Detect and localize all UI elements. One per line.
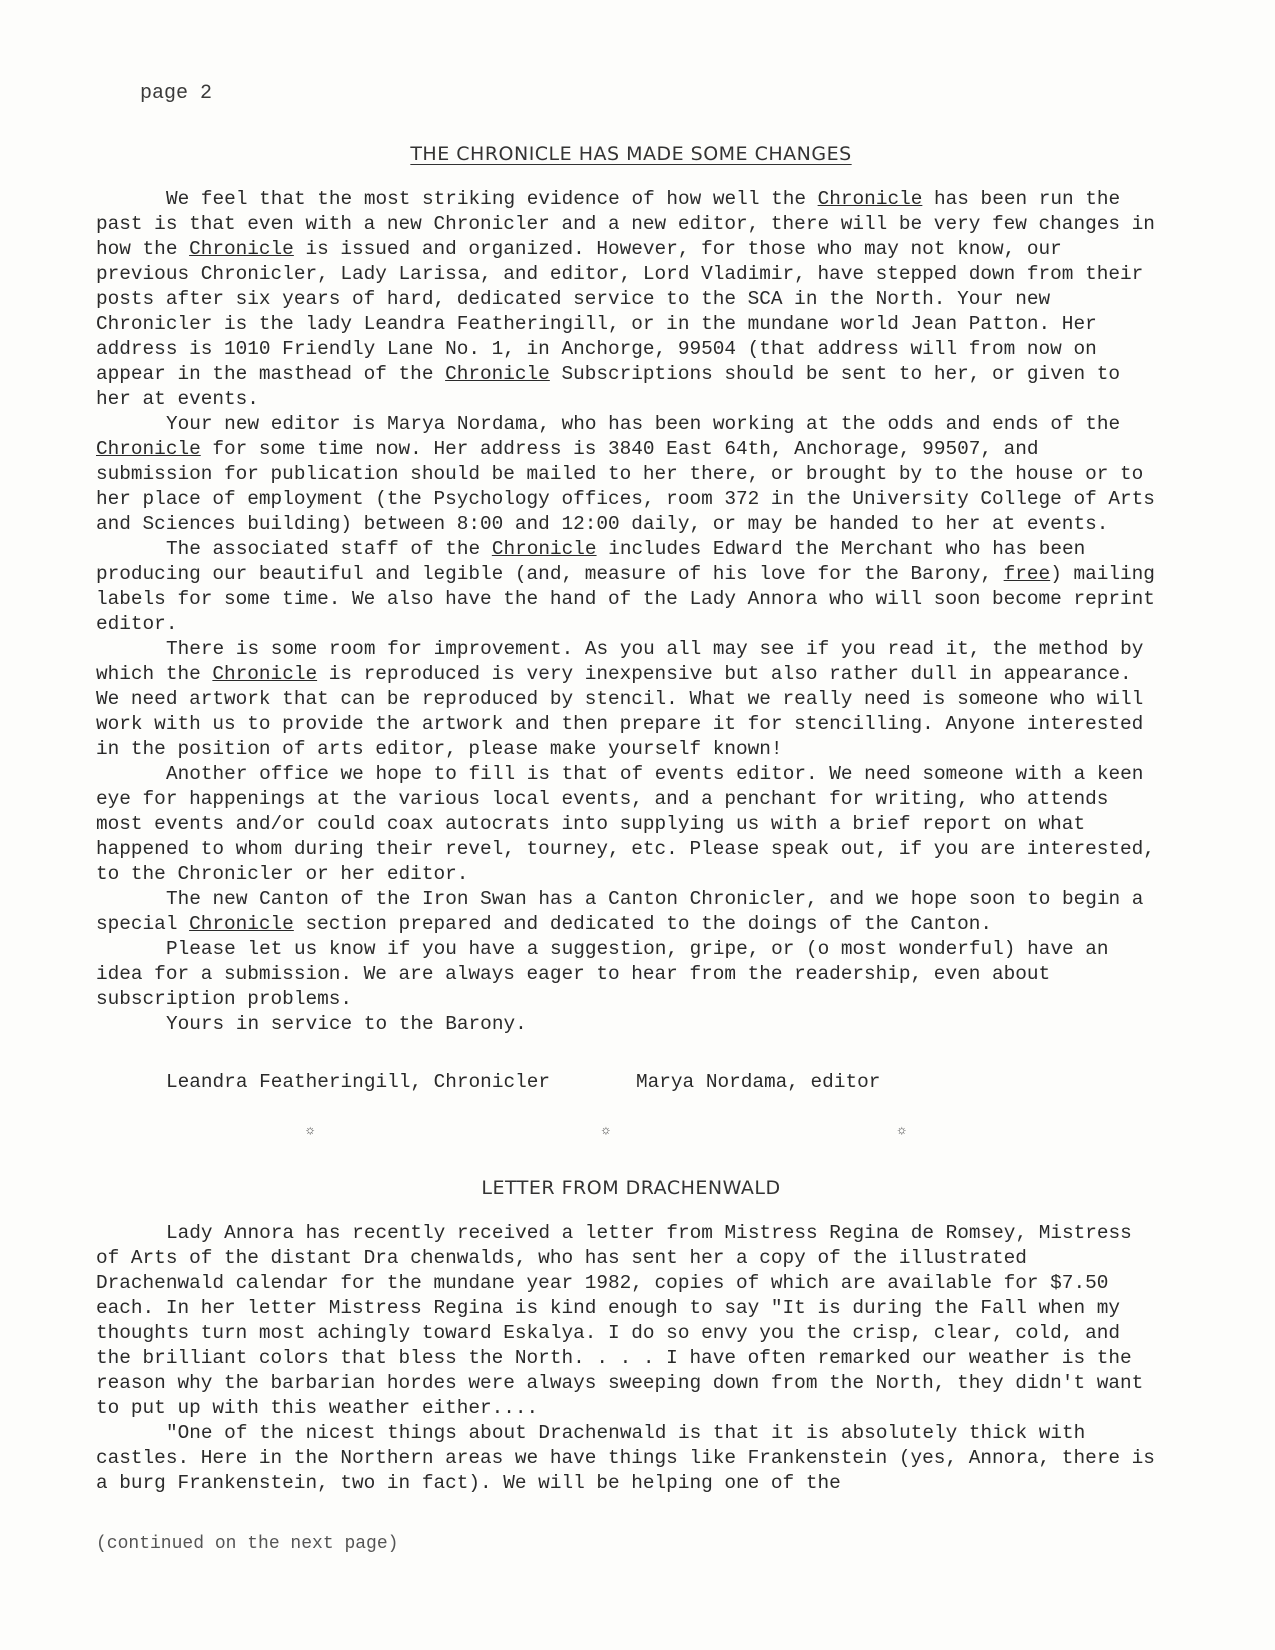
underlined-term: Chronicle — [491, 538, 597, 560]
paragraph-text: is issued and organized. However, for those who may not know, our previous Chronicler, Lady Larissa, and editor, Lord Vladimir, have stepped down from their posts after six years of hard, dedicated service to the SCA in the North. Your new Chronicler is the lady Leandra Featheringill, or in the mundane world Jean Patton. Her address is 1010 Friendly Lane No. 1, in Anchorge, 99504 (that address will from now on appear in the masthead of the — [96, 238, 1144, 385]
page-number: page 2 — [140, 82, 213, 105]
paragraph-text: ) mailing labels for some time. We also have the hand of the Lady Annora who will soon become reprint editor. — [96, 563, 1155, 635]
signature-chronicler: Leandra Featheringill, Chronicler — [166, 1071, 550, 1093]
paragraph — [96, 412, 1166, 537]
separator-ornament: ☼ — [897, 1123, 906, 1139]
paragraph-text: The new Canton of the Iron Swan has a Canton Chronicler, and we hope soon to begin a special — [96, 888, 1144, 935]
underlined-term: Chronicle — [212, 663, 318, 685]
paragraph-text: Lady Annora has recently received a letter from Mistress Regina de Romsey, Mistress of Arts of the distant Dra chenwalds, who has sent her a copy of the illustrated Drachenwald calendar for the mundane year 1982, copies of which are available for $7.50 each. In her letter Mistress Regina is kind enough to say "It is during the Fall when my thoughts turn most achingly toward Eskalya. I do so envy you the crisp, clear, cold, and the brilliant colors that bless the North. . . . I have often remarked our weather is the reason why the barbarian hordes were always sweeping down from the North, they didn't want to put up with this weather either.... — [96, 1222, 1144, 1419]
article-title-text: THE CHRONICLE HAS MADE SOME CHANGES — [410, 143, 852, 165]
paragraph-text: There is some room for improvement. As you all may see if you read it, the method by which the — [96, 638, 1144, 685]
paragraph — [96, 637, 1166, 762]
paragraph-text: Subscriptions should be sent to her, or given to her at events. — [96, 363, 1121, 410]
paragraph-text: Another office we hope to fill is that of events editor. We need someone with a keen eye for happenings at the various local events, and a penchant for writing, who attends most events and/or could coax autocrats into supplying us with a brief report on what happened to whom during their revel, tourney, etc. Please speak out, if you are interested, to the Chronicler or her editor. — [96, 763, 1155, 885]
paragraph-text: Please let us know if you have a suggestion, gripe, or (o most wonderful) have an idea for a submission. We are always eager to hear from the readership, even about subscription problems. — [96, 938, 1109, 1010]
paragraph — [96, 537, 1166, 637]
paragraph — [96, 1012, 1166, 1037]
paragraph — [96, 187, 1166, 412]
paragraph-text: Yours in service to the Barony. — [166, 1013, 527, 1035]
underlined-term: Chronicle — [96, 438, 201, 460]
underlined-term: Chronicle — [189, 238, 294, 260]
article-title-chronicle-changes — [96, 143, 1166, 165]
signature-block — [166, 1071, 1166, 1093]
paragraph-text: for some time now. Her address is 3840 East 64th, Anchorage, 99507, and submission for publication should be mailed to her there, or brought by to the house or to her place of employment (the Psychology offices, room 372 in the University College of Arts and Sciences building) between 8:00 and 12:00 daily, or may be handed to her at events. — [96, 438, 1155, 535]
section-separator — [306, 1123, 906, 1139]
paragraph-text: includes Edward the Merchant who has been producing our beautiful and legible (and, measure of his love for the Barony, — [96, 538, 1086, 585]
article-body-letter-drachenwald — [96, 1221, 1166, 1496]
paragraph — [96, 762, 1166, 887]
paragraph — [96, 887, 1166, 937]
paragraph — [96, 1221, 1166, 1421]
separator-ornament: ☼ — [601, 1123, 611, 1139]
paragraph-text: is reproduced is very inexpensive but also rather dull in appearance. We need artwork that can be reproduced by stencil. What we really need is someone who will work with us to provide the artwork and then prepare it for stencilling. Anyone interested in the position of arts editor, please make yourself known! — [96, 663, 1144, 760]
underlined-term: free — [1003, 563, 1051, 585]
article-title-letter-drachenwald: LETTER FROM DRACHENWALD — [481, 1177, 781, 1199]
paragraph-text: "One of the nicest things about Drachenwald is that it is absolutely thick with castles. Here in the Northern areas we have things like Frankenstein (yes, Annora, there is a burg Frankenstein, two in fact). We will be helping one of the — [96, 1422, 1155, 1494]
paragraph — [96, 1421, 1166, 1496]
document-page — [96, 82, 1166, 1554]
paragraph — [96, 937, 1166, 1012]
separator-ornament: ☼ — [306, 1123, 315, 1139]
paragraph-text: The associated staff of the — [166, 538, 492, 560]
underlined-term: Chronicle — [189, 913, 294, 935]
underlined-term: Chronicle — [817, 188, 923, 210]
paragraph-text: section prepared and dedicated to the doings of the Canton. — [293, 913, 993, 935]
paragraph-text: We feel that the most striking evidence of how well the — [166, 188, 818, 210]
continued-note: (continued on the next page) — [96, 1534, 399, 1554]
paragraph-text: has been run the past is that even with a new Chronicler and a new editor, there will be very few changes in how the — [96, 188, 1155, 260]
paragraph-text: Your new editor is Marya Nordama, who has been working at the odds and ends of the — [166, 413, 1121, 435]
section-letter-drachenwald — [96, 1177, 1166, 1496]
underlined-term: Chronicle — [445, 363, 550, 385]
article-body-chronicle-changes — [96, 187, 1166, 1037]
signature-editor: Marya Nordama, editor — [636, 1071, 881, 1093]
